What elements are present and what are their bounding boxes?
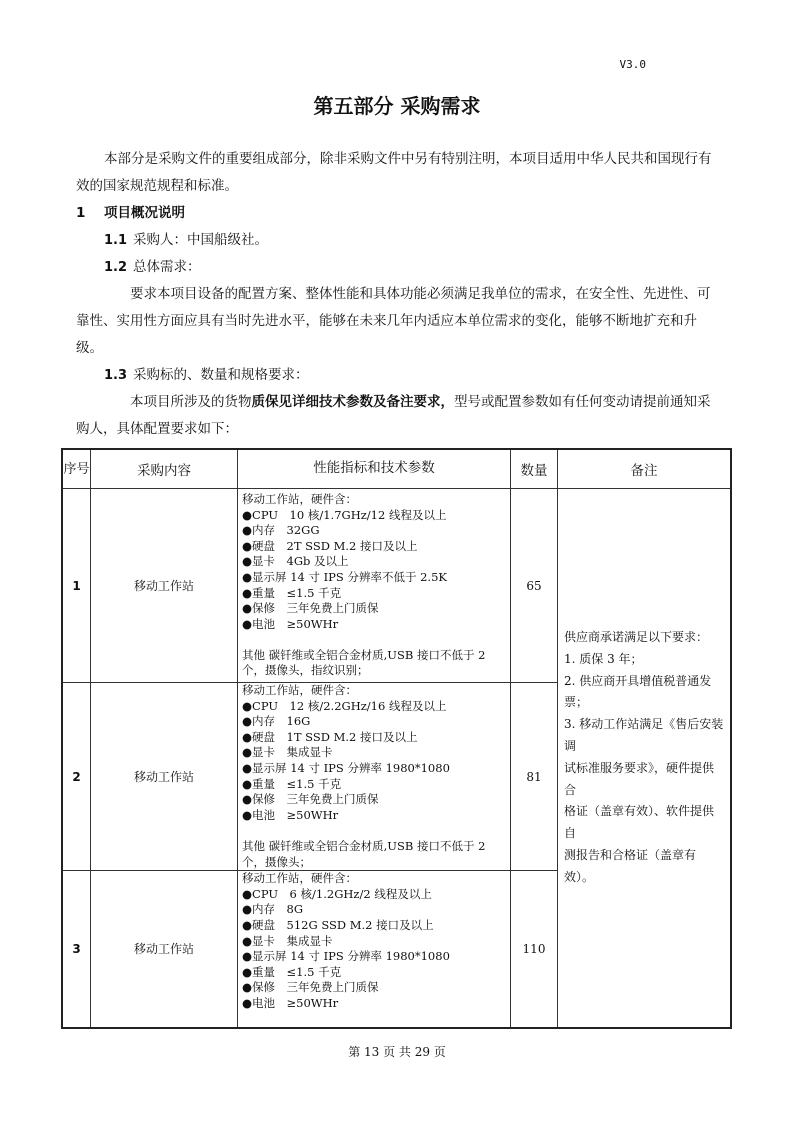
section-1-3-body-post: 型号或配置参数如有任何变动请提前通知采购人，具体配置要求如下：	[76, 394, 711, 437]
row-2-spec	[238, 683, 511, 871]
spec-other-line: 个，摄像头，指纹识别；	[242, 663, 369, 678]
spec-gap	[242, 632, 506, 648]
section-1-3-number: 1.3	[104, 368, 128, 383]
spec-line: ●内存 8G	[242, 902, 304, 917]
spec-line: 移动工作站，硬件含：	[242, 491, 357, 506]
spec-line: ●重量 ≤1.5 千克	[242, 964, 342, 979]
spec-line: ●硬盘 512G SSD M.2 接口及以上	[242, 917, 434, 932]
section-1-1	[76, 227, 721, 254]
spec-line: ●显卡 4Gb 及以上	[242, 554, 349, 569]
spec-line: ●保修 三年免费上门质保	[242, 601, 379, 616]
spec-line: ●CPU 12 核/2.2GHz/16 线程及以上	[242, 698, 447, 713]
table-row	[62, 489, 731, 683]
spec-line: ●显卡 集成显卡	[242, 933, 333, 948]
table-header-row	[62, 449, 731, 489]
spec-line: ●内存 32GG	[242, 523, 320, 538]
spec-line: 移动工作站，硬件含：	[242, 683, 357, 697]
spec-line: ●保修 三年免费上门质保	[242, 980, 379, 995]
section-1-3-body-pre: 本项目所涉及的货物	[130, 394, 252, 410]
row-3-spec	[238, 871, 511, 1028]
spec-line: ●内存 16G	[242, 714, 311, 729]
spec-line: ●电池 ≥50WHr	[242, 995, 339, 1010]
section-1-heading	[76, 200, 721, 227]
note-line: 供应商承诺满足以下要求：	[564, 630, 709, 645]
section-1-3-body-bold: 质保见详细技术参数及备注要求，	[251, 394, 454, 410]
header-name: 采购内容	[91, 449, 238, 489]
version-label: V3.0	[619, 58, 646, 71]
note-line: 测报告和合格证（盖章有效）。	[564, 848, 697, 884]
page-title: 第五部分 采购需求	[313, 94, 481, 118]
row-1-name: 移动工作站	[91, 489, 238, 683]
spec-line: ●电池 ≥50WHr	[242, 616, 339, 631]
spec-line: ●电池 ≥50WHr	[242, 807, 339, 822]
spec-line: ●显示屏 14 寸 IPS 分辨率 1980*1080	[242, 949, 450, 964]
row-1-no: 1	[62, 489, 91, 683]
page-footer: 第 13 页 共 29 页	[348, 1045, 446, 1059]
spec-gap	[242, 823, 506, 839]
note-line: 2. 供应商开具增值税普通发票；	[564, 673, 712, 710]
spec-line: ●硬盘 2T SSD M.2 接口及以上	[242, 538, 418, 553]
section-1-title: 项目概况说明	[104, 205, 185, 221]
intro-paragraph: 本部分是采购文件的重要组成部分，除非采购文件中另有特别注明，本项目适用中华人民共和国现行有效的国家规范规程和标准。	[76, 151, 712, 194]
note-line: 3. 移动工作站满足《售后安装调	[564, 717, 724, 754]
section-1-3	[76, 362, 721, 389]
header-qty: 数量	[511, 449, 558, 489]
spec-line: ●CPU 6 核/1.2GHz/2 线程及以上	[242, 886, 432, 901]
requirements-table	[61, 448, 732, 1029]
section-1-2-text: 总体需求：	[133, 259, 201, 275]
spec-line: ●硬盘 1T SSD M.2 接口及以上	[242, 729, 418, 744]
note-line: 格证（盖章有效）、软件提供自	[564, 804, 715, 841]
section-1-2-number: 1.2	[104, 260, 128, 275]
row-2-name: 移动工作站	[91, 683, 238, 871]
section-1-1-number: 1.1	[104, 233, 128, 248]
section-1-1-text: 采购人：中国船级社。	[133, 232, 269, 248]
spec-line: ●重量 ≤1.5 千克	[242, 585, 342, 600]
spec-line: ●显示屏 14 寸 IPS 分辨率 1980*1080	[242, 760, 450, 775]
row-3-no: 3	[62, 871, 91, 1028]
note-cell	[558, 489, 732, 1028]
section-1-number: 1	[76, 205, 86, 221]
row-2-qty: 81	[511, 683, 558, 871]
section-1-3-body	[76, 389, 721, 443]
spec-line: ●显卡 集成显卡	[242, 745, 333, 760]
header-spec: 性能指标和技术参数	[238, 449, 511, 489]
spec-other-line: 其他 碳钎维或全铝合金材质,USB 接口不低于 2	[242, 647, 486, 662]
spec-line: ●显示屏 14 寸 IPS 分辨率不低于 2.5K	[242, 569, 447, 584]
spec-line: ●保修 三年免费上门质保	[242, 792, 379, 807]
section-1-2	[76, 254, 721, 281]
spec-line: ●CPU 10 核/1.7GHz/12 线程及以上	[242, 507, 447, 522]
row-2-no: 2	[62, 683, 91, 871]
row-3-name: 移动工作站	[91, 871, 238, 1028]
row-3-qty: 110	[511, 871, 558, 1028]
note-line: 试标准服务要求》，硬件提供合	[564, 760, 715, 797]
header-note: 备注	[558, 449, 732, 489]
row-1-spec	[238, 489, 511, 683]
row-1-qty: 65	[511, 489, 558, 683]
section-1-3-text: 采购标的、数量和规格要求：	[133, 367, 309, 383]
spec-other-line: 个，摄像头；	[242, 854, 311, 869]
section-1-2-body: 要求本项目设备的配置方案、整体性能和具体功能必须满足我单位的需求，在安全性、先进性、可靠性、实用性方面应具有当时先进水平，能够在未来几年内适应本单位需求的变化，能够不断地扩充和升级。	[76, 286, 711, 356]
spec-line: 移动工作站，硬件含：	[242, 871, 357, 886]
note-line: 1. 质保 3 年；	[564, 651, 643, 666]
spec-other-line: 其他 碳钎维或全铝合金材质,USB 接口不低于 2	[242, 838, 486, 853]
spec-line: ●重量 ≤1.5 千克	[242, 776, 342, 791]
header-no: 序号	[62, 449, 91, 489]
